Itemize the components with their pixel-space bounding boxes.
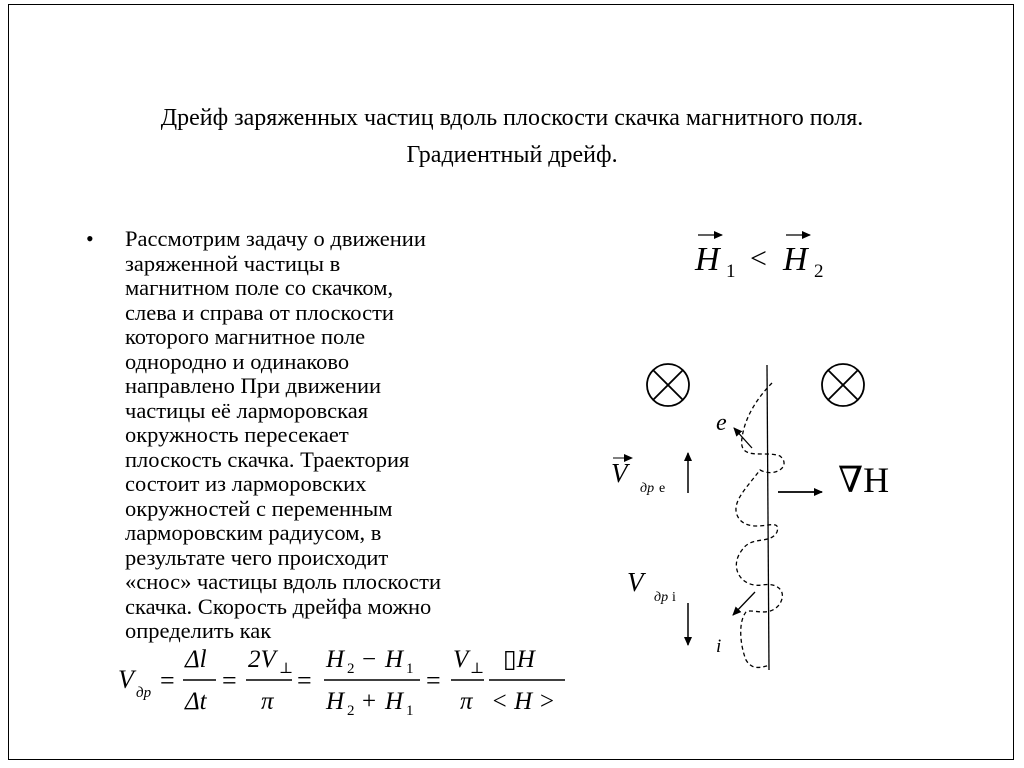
frac2-numerator: 2V	[248, 646, 276, 673]
frac4-denominator: π	[460, 688, 473, 715]
body-line: слева и справа от плоскости	[125, 299, 394, 325]
body-line: Рассмотрим задачу о движении	[125, 226, 426, 251]
body-line: ларморовским радиусом, в	[125, 520, 382, 545]
inequality-H2: H	[783, 241, 808, 278]
body-line: плоскость скачка. Траектория	[125, 446, 410, 472]
v-dr-i-label: i	[672, 590, 676, 605]
formula-eq-4: =	[426, 666, 441, 695]
formula-eq-1: =	[160, 666, 175, 695]
body-line: однородно и одинаково	[125, 348, 350, 374]
v-dr-i-sub: др	[654, 590, 669, 605]
frac3-den-plus: +	[362, 688, 377, 715]
v-dr-e-label: e	[659, 481, 666, 496]
inequality-sub1: 1	[726, 261, 736, 282]
frac4-numerator: V	[453, 646, 469, 673]
frac3-den-H2: H	[326, 688, 345, 715]
frac3-den-sub1: 1	[406, 703, 414, 719]
frac3-den-H1: H	[385, 688, 404, 715]
inequality-H1: H	[695, 241, 720, 278]
body-line: состоит из ларморовских	[125, 471, 367, 496]
formula-V: V	[118, 665, 134, 694]
body-line: магнитном поле со скачком,	[125, 275, 394, 300]
formula-eq-2: =	[222, 666, 237, 695]
frac2-perp: ⊥	[279, 661, 294, 677]
frac3-num-sub2: 2	[347, 661, 355, 677]
inequality-sub2: 2	[814, 261, 824, 282]
frac4-perp: ⊥	[470, 661, 485, 677]
frac3-num-minus: −	[362, 646, 377, 673]
formula-eq-3: =	[297, 666, 312, 695]
body-line: результате чего происходит	[125, 544, 389, 570]
frac3-den-sub2: 2	[347, 703, 355, 719]
gradient-H-label: ∇H	[838, 460, 890, 500]
frac3-num-sub1: 1	[406, 661, 414, 677]
inequality-lt: <	[750, 242, 767, 275]
body-line: определить как	[125, 618, 272, 643]
frac3-num-H1: H	[385, 646, 404, 673]
electron-label: e	[716, 410, 727, 436]
body-line: направлено При движении	[125, 373, 382, 398]
formula-V-sub: др	[136, 685, 152, 701]
ion-label: i	[716, 636, 722, 657]
v-dr-e-sub: др	[640, 481, 655, 496]
v-dr-i-V: V	[627, 567, 644, 597]
frac1-denominator: Δt	[185, 688, 207, 715]
frac5-denominator: < H >	[491, 688, 556, 715]
bullet-marker: •	[86, 226, 94, 251]
frac1-numerator: Δl	[185, 646, 207, 673]
slide-title	[40, 100, 984, 174]
frac2-denominator: π	[261, 688, 274, 715]
body-line: которого магнитное поле	[125, 324, 366, 349]
body-line: окружность пересекает	[125, 422, 349, 447]
title-line-1: Дрейф заряженных частиц вдоль плоскости скачка магнитного поля.	[160, 105, 864, 131]
body-line: частицы её ларморовская	[125, 397, 369, 423]
body-line: «снос» частицы вдоль плоскости	[125, 569, 441, 594]
frac5-numerator: ▯H	[503, 646, 535, 673]
body-line: заряженной частицы в	[125, 250, 341, 276]
title-line-2: Градиентный дрейф.	[406, 142, 618, 168]
frac3-num-H2: H	[326, 646, 345, 673]
body-line: скачка. Скорость дрейфа можно	[125, 593, 432, 619]
body-paragraph	[125, 227, 495, 644]
v-dr-e-V: V	[611, 458, 628, 488]
body-line: окружностей с переменным	[125, 495, 393, 521]
